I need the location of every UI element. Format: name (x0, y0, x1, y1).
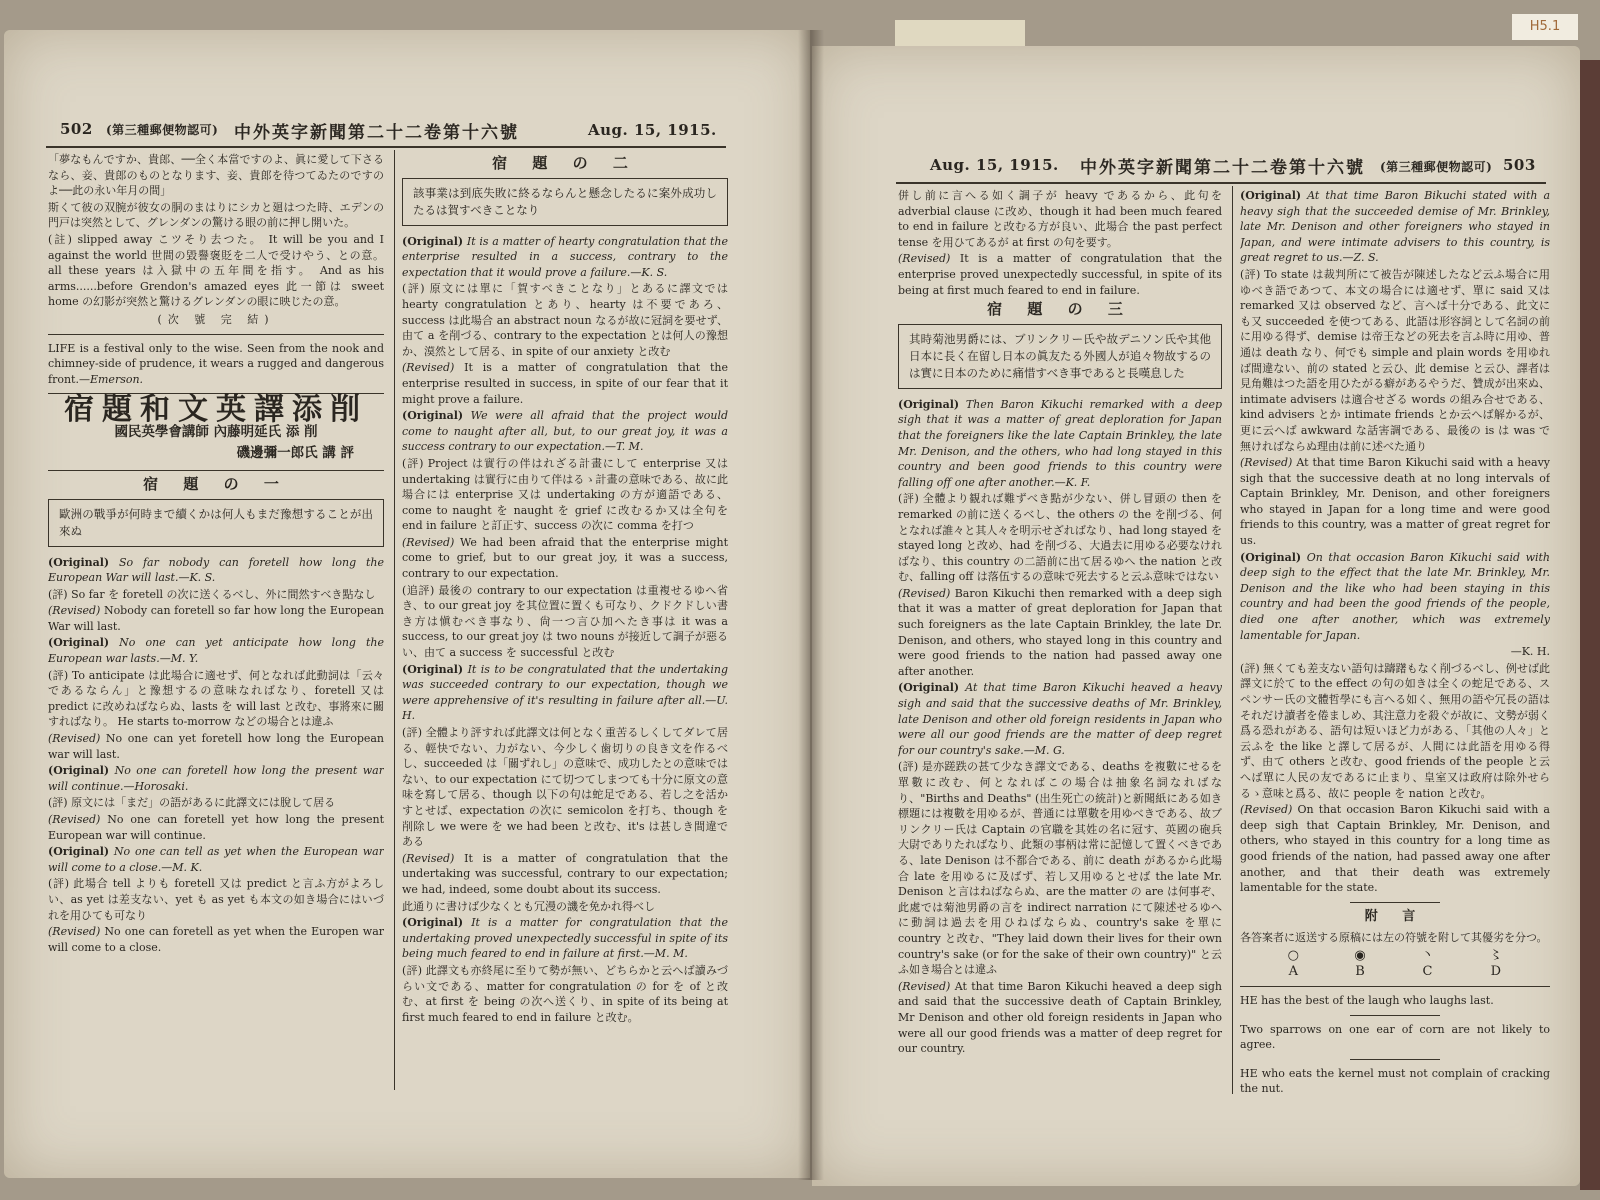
question-3-heading: 宿 題 の 三 (987, 300, 1133, 319)
critique: (評) 全體より観れば難ずべき點が少ない、併し冒頭の then を remarked の前に送くるべし、the others の the を削づる、何となれば誰々と其人々を明示せざればなり、had long stayed を stayed long と改め、had を削づる、大過去に用ゆる必要なければなり、this country の二語前に出て居るゆへ the nation と改む、falling off は落伍するの意味で死去すると云ふ意味ではない (898, 492, 1222, 584)
right-page-number: 503 (1503, 156, 1536, 174)
question-2-heading: 宿 題 の 二 (492, 154, 638, 172)
answer-revised: (Revised) No one can yet foretell how long the European war will last. (48, 732, 384, 761)
answer-revised: (Revised) No one can foretell yet how long the present European war will continue. (48, 813, 384, 842)
right-column-rule (1232, 186, 1233, 1094)
critique: (評) 此譯文も亦終尾に至りて勢が無い、どちらかと云へば讀みづらい文である、matter for congratulation の for を of と改む、at first を being の次へ送くり、in spite of its being at first much feared to end in failure と改む。 (402, 963, 728, 1024)
critique: 此通りに書けば少なくとも冗漫の譏を免かれ得べし (402, 899, 655, 913)
story-paragraph: 斯くて彼の双腕が彼女の胴のまはりにシカと廻はつた時、エデンの門戸は突然として、グレンダンの驚ける眼の前に押し開いた。 (48, 200, 384, 230)
divider (1350, 1059, 1440, 1060)
critique: (評) Project は實行の伴はれざる計畫にして enterprise 又は undertaking は實行に由りて伴はるゝ計畫の意味である、故に此場合には enterprise 又は undertaking の方が適語である、come to naught を naught を grief に改むるか又は全句を end in failure と訂正す、success の次に comma を打つ (402, 456, 728, 533)
left-column-rule (394, 150, 395, 1090)
story-note: (註) slipped away こツそり去つた。 It will be you and I against the world 世間の毀譽褒貶を二人で受けやう、との意。 all these years は入獄中の五年間を指す。 And as his arms......before Grendon's amazed eyes 此一節は sweet home の幻影が突然と驚けるグレンダンの眼に映じたの意。 (48, 232, 384, 309)
answer-original: (Original) It is a matter for congratulation that the undertaking proved unexpectedly successful in spite of its being much feared to end in failure at first.—M. M. (402, 916, 728, 961)
answer-original: (Original) We were all afraid that the project would come to naught after all, but, to our great joy, it was a success contrary to our expectation.—T. M. (402, 409, 728, 454)
answer-original: (Original) So far nobody can foretell how long the European War will last.—K. S. (48, 555, 384, 585)
answer-original: (Original) Then Baron Kikuchi remarked with a deep sigh that it was a matter of great deploration for Japan that the foreigners like the late Captain Brinkley, the late Mr. Denison, and the others, who had long stayed in this country and been good friends to this country were falling off one after another.—K. F. (898, 397, 1222, 489)
right-permit: (第三種郵便物認可) (1380, 160, 1493, 174)
divider (1350, 902, 1440, 903)
grade-d: 〻 D (1489, 947, 1503, 979)
tape-strip (895, 20, 1025, 46)
proverb: HE who eats the kernel must not complain of cracking the nut. (1240, 1066, 1550, 1094)
critique: (評) 原文には單に「賀すべきことなり」とあるに譯文では hearty congratulation とあり、hearty は不要であろ、success は此場合 an abstract noun なるが故に冠詞を要せず、由て a を削づる、contrary to the expectation とは何人の豫想か、漠然として居る、in spite of our anxiety と改む (402, 282, 728, 358)
left-journal-title: 中外英字新聞第二十二卷第十六號 (234, 123, 519, 143)
grade-c: 丶 C (1420, 947, 1434, 979)
left-page-number: 502 (60, 120, 93, 138)
critique: (評) 無くても差支ない語句は躊躇もなく削づるべし、例せば此譯文に於て to the effect の句の如きは全くの蛇足である、スペンサー氏の文體哲學にも言へる如く、無用の語や冗長の語はそれだけ讀者を倦ましめ、其注意力を殺ぐが故に、文勢が弱く爲る恐れがある、語句は短いほど力がある、「其他の人々」と云ふを the like と譯して居るが、人間には此語を用ゆる得ず、由て others と改む、good friends of the people と云へば單に人民の友であるに止まり、皇室又は政府は除外せらるゝ意味と爲る、故に people を nation と改む。 (1240, 661, 1550, 800)
author-line-2: 磯邊彌一郎氏 講 評 (236, 444, 354, 461)
appendix-text: 各答案者に返送する原稿には左の符號を附して其優劣を分つ。 (1240, 931, 1548, 945)
answer-original: (Original) At that time Baron Bikuchi stated with a heavy sigh that the succeeded demise of Mr. Brinkley, late Mr. Denison and other foreigners who stayed in Japan, and were intimate advisers to this country, is great regret to us.—Z. S. (1240, 189, 1550, 265)
divider (1350, 1015, 1440, 1016)
left-column-1 (48, 152, 384, 1096)
left-date: Aug. 15, 1915. (588, 121, 717, 139)
answer-revised: (Revised) It is a matter of congratulation that the enterprise proved unexpectedly successful, in spite of its being at first much feared to end in failure. (898, 252, 1222, 297)
author-line-1: 國民英學會講師 內藤明延氏 添 削 (114, 423, 318, 440)
critique: (評) 是亦蹉跌の甚て少なき譯文である、deaths を複數にせるを單數に改む、何となればこの場合は抽象名詞なればなり、"Births and Deaths" (出生死亡の統計)と新聞紙にある如き標題には複數を用ゆるが、普通には單數を用ゆべきである、故ブリンクリー氏は Captain の官職を其姓の名に冠す、英國の砲兵大尉でありたればなり、此類の事柄は常に記憶して置くべきである、late Denison は不都合である、前に death があるから此場合 late を用ゆるに及ばず、若し又用ゆるとせば the late Mr. Denison と言はねばならぬ、are the matter の are は何事ぞ、此處では菊池男爵の言を indirect narration にて陳述せるゆへに動詞は過去を用ひねばならぬ、country's sake を單に country と改む、"They laid down their lives for their own country's sake (or for the sake of their own country)" と云ふ如き場合とは違ふ (898, 760, 1222, 977)
right-column-2 (1240, 188, 1550, 1094)
sticky-note: H5.1 (1512, 14, 1578, 40)
answer-revised: (Revised) At that time Baron Kikuchi heaved a deep sigh and said that the successive death of Captain Brinkley, Mr Denison and other old foreign residents in Japan who were all our good friends was a matter of deep regret for our country. (898, 979, 1222, 1056)
grade-a: ○ A (1287, 947, 1299, 979)
question-1-prompt: 歐洲の戰爭が何時まで續くかは何人もまだ豫想することが出來ぬ (48, 499, 384, 547)
question-2-prompt: 該事業は到底失敗に終るならんと懸念したるに案外成功したるは賀すべきことなり (402, 178, 728, 226)
critique: (評) To state は裁判所にて被告が陳述したなど云ふ場合に用ゆべき語であつて、本文の場合には適せず、單に said 又は remarked 又は observed など、言へば十分である、此文にも又 succeeded を使つてある、此語は形容詞として名詞の前に用ゆる得ず、demise は帝王などの死去を言ふ時に用ゆ、普通は death なり、何でも simple and plain words を用ゆれば間違ない、前の stated と云ひ、此 demise と云ひ、譯者は見角難はつた語を用ひたがる癖があるやうだ、贊成が出來ぬ、intimate advisers は適合せざる words の組み合せである、kind advisers とか intimate friends とか云へば解かるが、更に云へば awkward な話害調である、最後の is は was で無ければならぬ理由は前に述べた通り (1240, 267, 1550, 453)
grade-b: ◉ B (1354, 947, 1366, 979)
answer-revised: (Revised) Baron Kikuchi then remarked with a deep sigh that it was a matter of great deploration for Japan that such foreigners as the late Captain Brinkley, the late Dr. Denison, and others, who stayed long in this country and were good friends to the nation had passed away one after another. (898, 586, 1222, 678)
appendix-heading: 附 言 (1364, 908, 1426, 924)
right-header-rule (896, 182, 1546, 184)
answer-signature: —K. H. (1510, 645, 1550, 659)
end-mark: (次 號 完 結) (157, 312, 275, 326)
right-journal-title: 中外英字新聞第二十二卷第十六號 (1080, 158, 1365, 178)
answer-original: (Original) No one can tell as yet when the European war will come to a close.—M. K. (48, 845, 384, 874)
proverb: Two sparrows on one ear of corn are not likely to agree. (1240, 1022, 1550, 1052)
divider (48, 470, 384, 471)
section-title: 宿題和文英譯添削 (64, 392, 368, 428)
answer-revised: (Revised) It is a matter of congratulation that the enterprise resulted in success, in spite of our fear that it might prove a failure. (402, 361, 728, 406)
grade-symbols (1260, 948, 1530, 980)
answer-revised: (Revised) It is a matter of congratulation that the undertaking was successful, contrary to our expectation; we had, indeed, some doubt about its success. (402, 851, 728, 896)
question-3-prompt: 其時菊池男爵には、ブリンクリー氏や故デニソン氏や其他日本に長く在留し日本の眞友たる外國人が追々物故するのは實に日本のために痛惜すべき事であると長嘆息した (898, 324, 1222, 389)
book-gutter (798, 30, 824, 1180)
divider (48, 334, 384, 335)
right-column-1 (898, 188, 1222, 1094)
critique: (評) 原文には「まだ」の語があるに此譯文には脫して居る (48, 796, 336, 810)
answer-original: (Original) On that occasion Baron Kikuchi said with deep sigh to the effect that the late Mr. Brinkley, Mr. Denison and the like who had been staying in this country and had been the good friends of the people, died one after another, which was extremely lamentable for Japan. (1240, 550, 1550, 642)
critique: (評) 全體より評すれば此譯文は何となく重苦るしくしてダレて居る、輕快でない、力がない、今少しく歯切りの良き文を作るべし、succeeded は「關ずれし」の意味で、成功したとの意味ではない、to our expectation にて切つてしまつても十分に原文の意味を寫して居る、though 以下の句は蛇足である、若し之を活かすとせば、expectation の次に semicolon を打ち、though を削除し we were を we had been と改む、it's は甚しき間違である (402, 726, 728, 849)
answer-original: (Original) No one can yet anticipate how long the European war lasts.—M. Y. (48, 636, 384, 666)
answer-original: (Original) At that time Baron Kikuchi heaved a heavy sigh and said that the successive deaths of Mr. Brinkley, late Denison and other old foreign residents in Japan who were all our good friends are the matter of deep regret for our country's sake.—M. G. (898, 681, 1222, 757)
book-cover-edge (1580, 60, 1600, 1190)
answer-revised: (Revised) At that time Baron Kikuchi said with a heavy sigh that the successive death at no long intervals of Captain Brinkley, Mr. Denison, and other foreigners who stayed in Japan for a long time and were good friends to this country, was a matter of great regret for us. (1240, 456, 1550, 548)
story-paragraph: 「夢なもんですか、貴郎、──全く本當ですのよ、眞に愛して下さるなら、妾、貴郎のものとなります、妾、貴郎を待つてゐたのですのよ──此の永い年月の間」 (48, 153, 384, 198)
question-1-heading: 宿 題 の 一 (143, 474, 289, 493)
left-header-rule (46, 146, 726, 148)
answer-original: (Original) No one can foretell how long the present war will continue.—Horosaki. (48, 764, 384, 793)
critique: (評) To anticipate は此場合に適せず、何となれば此動詞は「云々であるならん」と豫想するの意味なればなり、foretell 又は predict に改めねばならぬ、lasts を will last と改む、事將來に關すればなり。 He starts to-morrow などの場合とは違ふ (48, 668, 384, 729)
answer-revised: (Revised) We had been afraid that the enterprise might come to grief, but to our great joy, it was a success, contrary to our expectation. (402, 535, 728, 581)
left-column-2 (402, 152, 728, 1096)
answer-original: (Original) It is a matter of hearty congratulation that the enterprise resulted in a success, contrary to the expectation that it would prove a failure.—K. S. (402, 234, 728, 279)
proverb: HE has the best of the laugh who laughs last. (1240, 993, 1494, 1007)
critique: (追評) 最後の contrary to our expectation は重複せるゆへ省き、to our great joy を其位置に置くも可なり、クドクドしい書き方は愼むべき事なり、尙一つ言ひ加へたき事は it was a success, to our great joy は two nouns が接近して調子が惡るい、由て a success を successful と改む (402, 583, 728, 660)
critique: 併し前に言へる如く調子が heavy であるから、此句を adverbial clause に改め、though it had been much feared to end in failure と改むる方が良い、此場合 the past perfect tense を用ひてあるが at first の句を要す。 (898, 189, 1222, 249)
critique: (評) So far を foretell の次に送くるべし、外に間然すべき點なし (48, 587, 376, 601)
answer-revised: (Revised) No one can foretell as yet when the Europen war will come to a close. (48, 925, 384, 954)
left-permit: (第三種郵便物認可) (106, 123, 219, 137)
divider (1240, 986, 1550, 987)
answer-revised: (Revised) On that occasion Baron Kikuchi said with a deep sigh that Captain Brinkley, Mr. Denison, and others, who stayed in this country for a long time as good friends of the nation, had passed away one after another, and that their death was extremely lamentable for the state. (1240, 803, 1550, 895)
critique: (評) 此場合 tell よりも foretell 又は predict と言ふ方がよろしい、as yet は差支ない、yet も as yet も本文の如き場合にはいづれを用ひても可なり (48, 877, 384, 922)
answer-revised: (Revised) Nobody can foretell so far how long the European War will last. (48, 604, 384, 633)
answer-original: (Original) It is to be congratulated that the undertaking was succeeded contrary to our expectation, though we were apprehensive of it's resulting in failure after all.—U. H. (402, 662, 728, 723)
right-date: Aug. 15, 1915. (930, 156, 1059, 174)
quote-text: LIFE is a festival only to the wise. Seen from the nook and chimney-side of prudence, it wears a rugged and dangerous front.—Emerson. (48, 341, 384, 386)
